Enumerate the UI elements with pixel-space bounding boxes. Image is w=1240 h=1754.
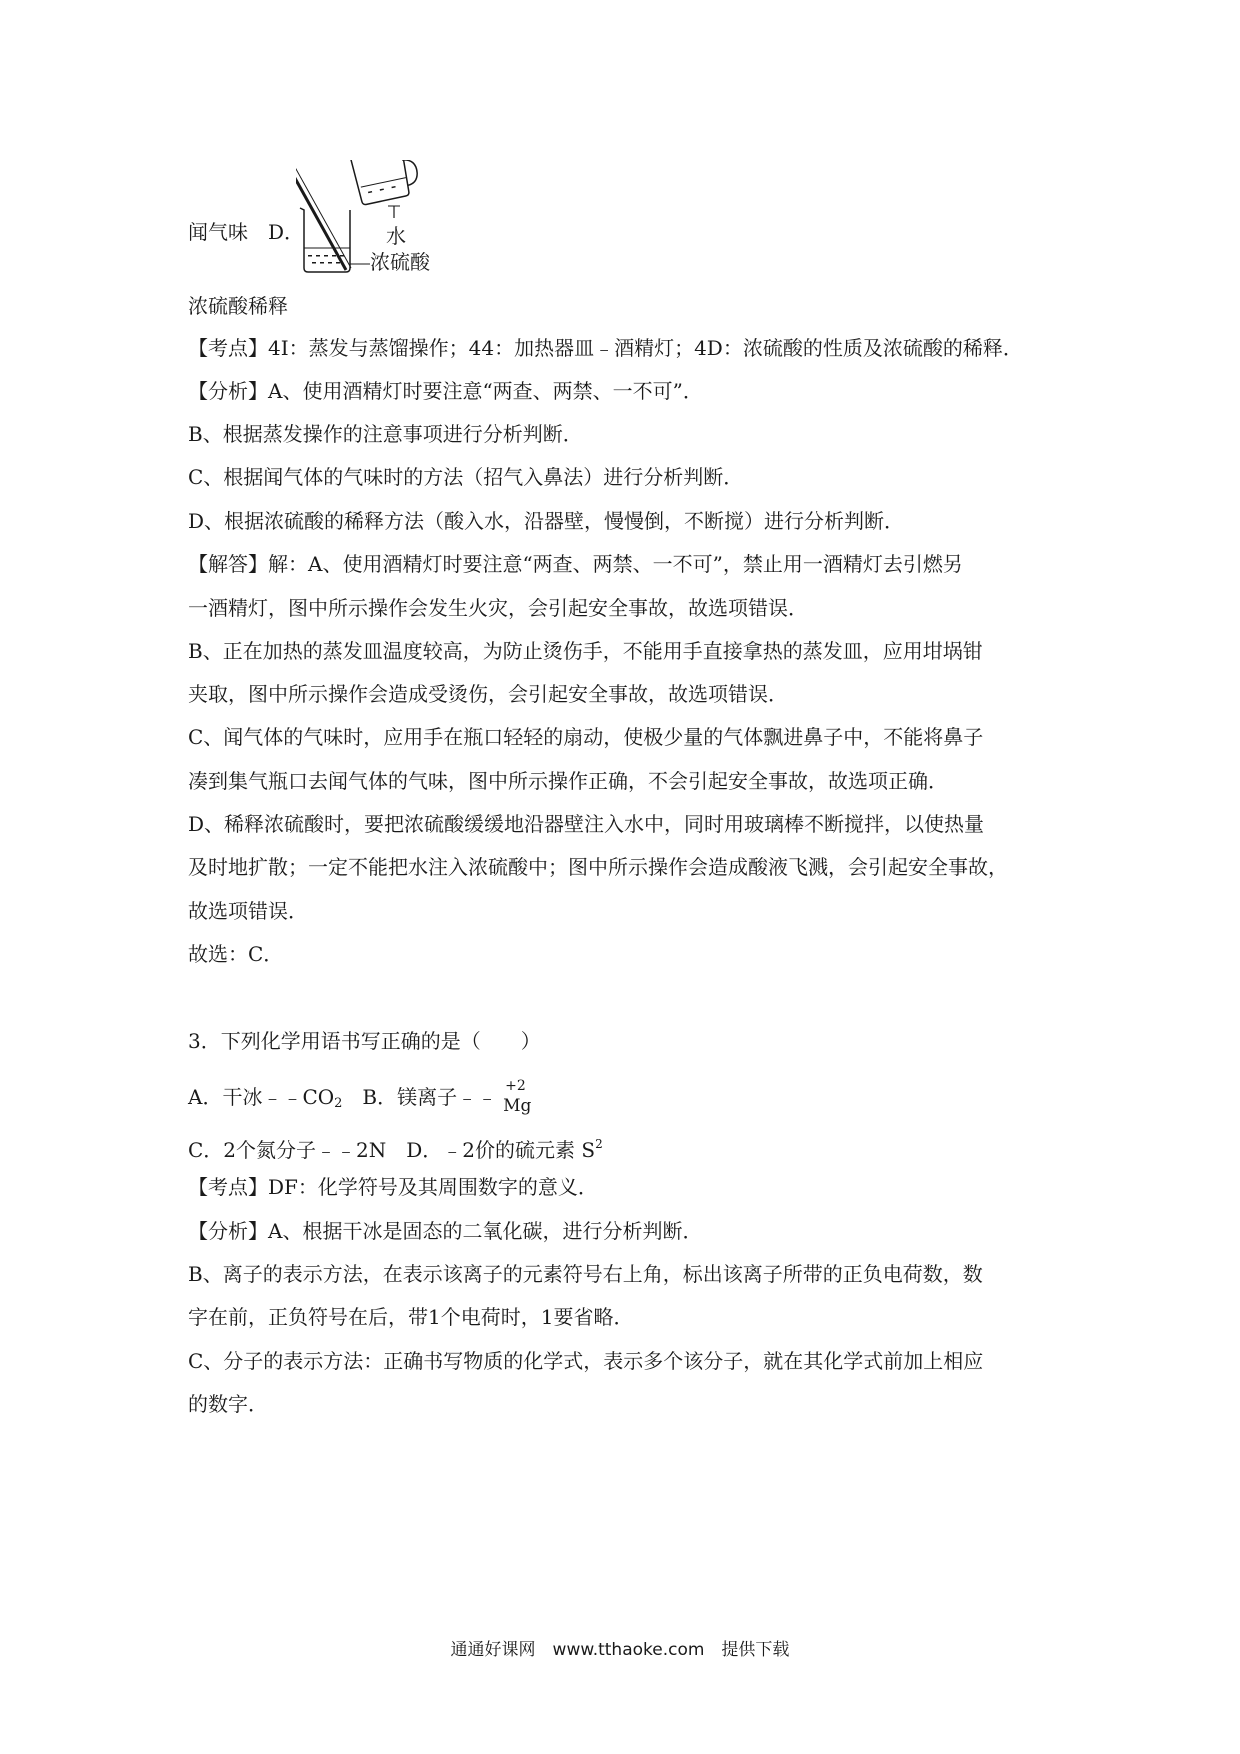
page-footer: 通通好课网 www.tthaoke.com 提供下载 [450, 1640, 790, 1660]
q2-jieda-d2: 及时地扩散；一定不能把水注入浓硫酸中；图中所示操作会造成酸液飞溅，会引起安全事故， [188, 855, 1008, 879]
q2-fenxi-b: B、根据蒸发操作的注意事项进行分析判断． [188, 422, 583, 446]
q3-fenxi-c1: C、分子的表示方法：正确书写物质的化学式，表示多个该分子，就在其化学式前加上相应 [188, 1349, 984, 1373]
figure-prefix: 闻气味 D． [188, 220, 305, 244]
q2-jieda-2: 一酒精灯，图中所示操作会发生火灾，会引起安全事故，故选项错误． [188, 596, 808, 620]
q2-jieda-1: 【解答】解：A、使用酒精灯时要注意“两查、两禁、一不可”，禁止用一酒精灯去引燃另 [188, 552, 963, 576]
q3-option-a: A．干冰﹣﹣CO [188, 1085, 335, 1109]
q2-jieda-d1: D、稀释浓硫酸时，要把浓硫酸缓缓地沿器壁注入水中，同时用玻璃棒不断搅拌，以使热量 [188, 812, 985, 836]
label-acid: 浓硫酸 [370, 250, 430, 274]
pouring-beaker-icon [351, 160, 422, 206]
mg-charge-symbol [501, 1078, 535, 1118]
figure-caption: 浓硫酸稀释 [188, 294, 288, 318]
q2-fenxi-c: C、根据闻气体的气味时的方法（招气入鼻法）进行分析判断． [188, 465, 744, 489]
q2-jieda-c1: C、闻气体的气味时，应用手在瓶口轻轻的扇动，使极少量的气体飘进鼻子中，不能将鼻子 [188, 725, 984, 749]
q3-fenxi-b2: 字在前，正负符号在后，带1个电荷时，1要省略． [188, 1305, 634, 1329]
q2-fenxi: 【分析】A、使用酒精灯时要注意“两查、两禁、一不可”． [188, 379, 703, 403]
q3-option-cd: C．2个氮分子﹣﹣2N D．﹣2价的硫元素 S [188, 1138, 596, 1162]
q3-kaodian: 【考点】DF：化学符号及其周围数字的意义． [188, 1175, 598, 1199]
q3-option-d-superscript: 2 [595, 1137, 603, 1151]
q2-answer: 故选：C． [188, 942, 284, 966]
q3-fenxi: 【分析】A、根据干冰是固态的二氧化碳，进行分析判断． [188, 1219, 703, 1243]
q3-fenxi-b1: B、离子的表示方法，在表示该离子的元素符号右上角，标出该离子所带的正负电荷数，数 [188, 1262, 983, 1286]
q2-jieda-b1: B、正在加热的蒸发皿温度较高，为防止烫伤手，不能用手直接拿热的蒸发皿，应用坩埚钳 [188, 639, 983, 663]
mg-charge-top: +2 [505, 1078, 526, 1094]
q3-options-cd [188, 1130, 603, 1164]
mg-charge-bottom: Mg [503, 1096, 532, 1116]
q2-fenxi-d: D、根据浓硫酸的稀释方法（酸入水，沿器壁，慢慢倒，不断搅）进行分析判断． [188, 509, 905, 533]
q2-jieda-b2: 夹取，图中所示操作会造成受烫伤，会引起安全事故，故选项错误． [188, 682, 788, 706]
q3-option-b: B．镁离子﹣﹣ [342, 1085, 498, 1109]
q3-fenxi-c2: 的数字． [188, 1392, 268, 1416]
label-water: 水 [386, 224, 406, 248]
q3-option-a-subscript: 2 [334, 1096, 343, 1111]
q2-kaodian: 【考点】4I：蒸发与蒸馏操作；44：加热器皿﹣酒精灯；4D：浓硫酸的性质及浓硫酸的稀释． [188, 336, 1023, 360]
q2-jieda-d3: 故选项错误． [188, 899, 308, 923]
q3-stem: 3．下列化学用语书写正确的是（ ） [188, 1029, 541, 1053]
q3-options-ab [188, 1078, 535, 1118]
q2-jieda-c2: 凑到集气瓶口去闻气体的气味，图中所示操作正确，不会引起安全事故，故选项正确． [188, 769, 948, 793]
